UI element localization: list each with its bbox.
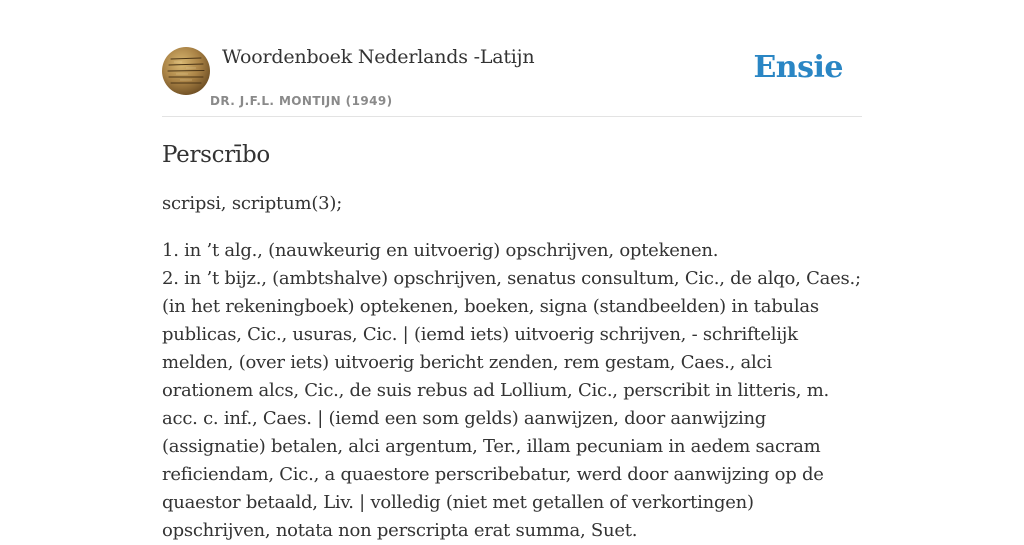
entry-senses xyxy=(162,237,866,545)
entry-forms: scripsi, scriptum(3); xyxy=(162,193,343,214)
entry-content xyxy=(162,138,866,545)
bronze-inscription-seal-icon xyxy=(162,47,210,95)
entry-headword: Perscrībo xyxy=(162,142,270,168)
entry-sense-1: 1. in ’t alg., (nauwkeurig en uitvoerig) opschrijven, optekenen. xyxy=(162,240,719,261)
book-title[interactable]: Woordenboek Nederlands -Latijn xyxy=(222,46,535,68)
header xyxy=(162,0,862,117)
book-author: DR. J.F.L. MONTIJN (1949) xyxy=(210,94,393,108)
entry-sense-2: 2. in ’t bijz., (ambtshalve) opschrijven, senatus consultum, Cic., de alqo, Caes.; (in het rekeningboek) optekenen, boeken, signa (standbeelden) in tabulas publicas, Cic., usuras, Cic. | (iemd iets) uitvoerig schrijven, - schriftelijk melden, (over iets) uitvoerig bericht zenden, rem gestam, Caes., alci orationem alcs, Cic., de suis rebus ad Lollium, Cic., perscribit in litteris, m. acc. c. inf., Caes. | (iemd een som gelds) aanwijzen, door aanwijzing (assignatie) betalen, alci argentum, Ter., illam pecuniam in aedem sacram reficiendam, Cic., a quaestore perscribebatur, werd door aanwijzing op de quaestor betaald, Liv. | volledig (niet met getallen of verkortingen) opschrijven, notata non perscripta erat summa, Suet. xyxy=(162,268,861,541)
brand-logo[interactable]: Ensie xyxy=(753,50,843,85)
